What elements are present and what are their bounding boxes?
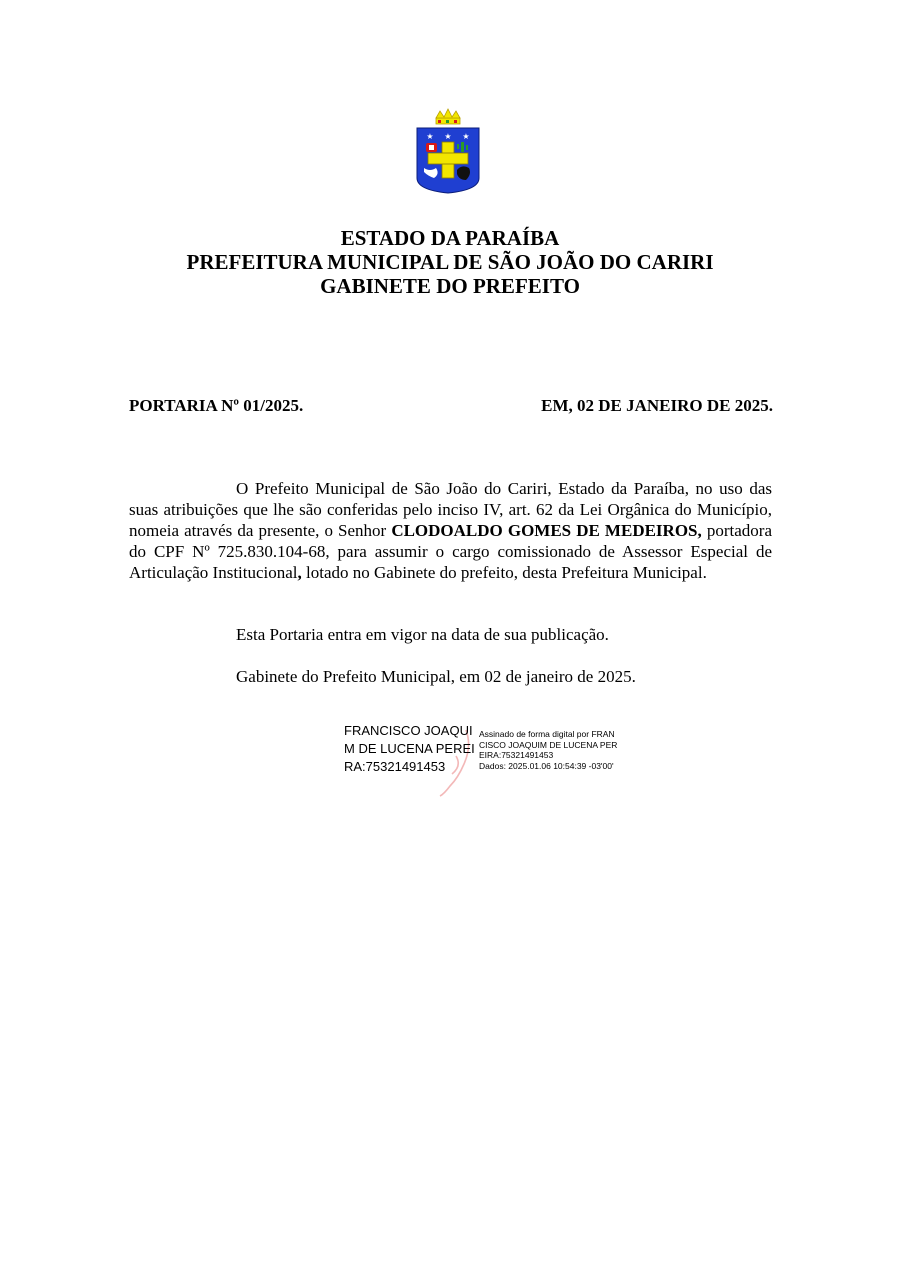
state-name: ESTADO DA PARAÍBA [340, 226, 560, 250]
portaria-number: PORTARIA Nº 01/2025. [129, 396, 304, 415]
svg-text:★: ★ [426, 132, 434, 141]
svg-text:★: ★ [462, 132, 470, 141]
paragraph-end: lotado no Gabinete do prefeito, desta Prefeitura Municipal. [301, 563, 707, 582]
signature-details [479, 729, 619, 771]
office-name: GABINETE DO PREFEITO [320, 274, 580, 298]
appointee-name: CLODOALDO GOMES DE MEDEIROS, [391, 521, 702, 540]
paragraph-comma: , [297, 563, 302, 582]
paragraph-middle: portadora do CPF Nº 725.830.104-68, para assumir o cargo comissionado de Assessor Especial de Articulação Institucional [129, 521, 772, 582]
document-header [0, 226, 900, 298]
paragraph-intro: O Prefeito Municipal de São João do Cariri, Estado da Paraíba, no uso das suas atribuições que lhe são conferidas pelo inciso IV, art. 62 da Lei Orgânica do Município, nomeia através da presente, o Senhor [129, 479, 772, 540]
vigor-paragraph: Esta Portaria entra em vigor na data de sua publicação. [236, 625, 609, 644]
main-paragraph [129, 478, 772, 583]
svg-text:★: ★ [444, 132, 452, 141]
digital-signature [344, 722, 624, 802]
municipality-name: PREFEITURA MUNICIPAL DE SÃO JOÃO DO CARIRI [186, 250, 714, 274]
closing-paragraph: Gabinete do Prefeito Municipal, em 02 de janeiro de 2025. [236, 667, 636, 686]
signature-date: Dados: 2025.01.06 10:54:39 -03'00' [479, 760, 614, 771]
signer-name: FRANCISCO JOAQUIM DE LUCENA PEREIRA:75321491453 [344, 723, 475, 774]
coat-of-arms-icon [414, 108, 482, 194]
portaria-date: EM, 02 DE JANEIRO DE 2025. [541, 396, 773, 415]
signed-by-text: Assinado de forma digital por FRANCISCO JOAQUIM DE LUCENA PEREIRA:75321491453 [479, 729, 618, 760]
